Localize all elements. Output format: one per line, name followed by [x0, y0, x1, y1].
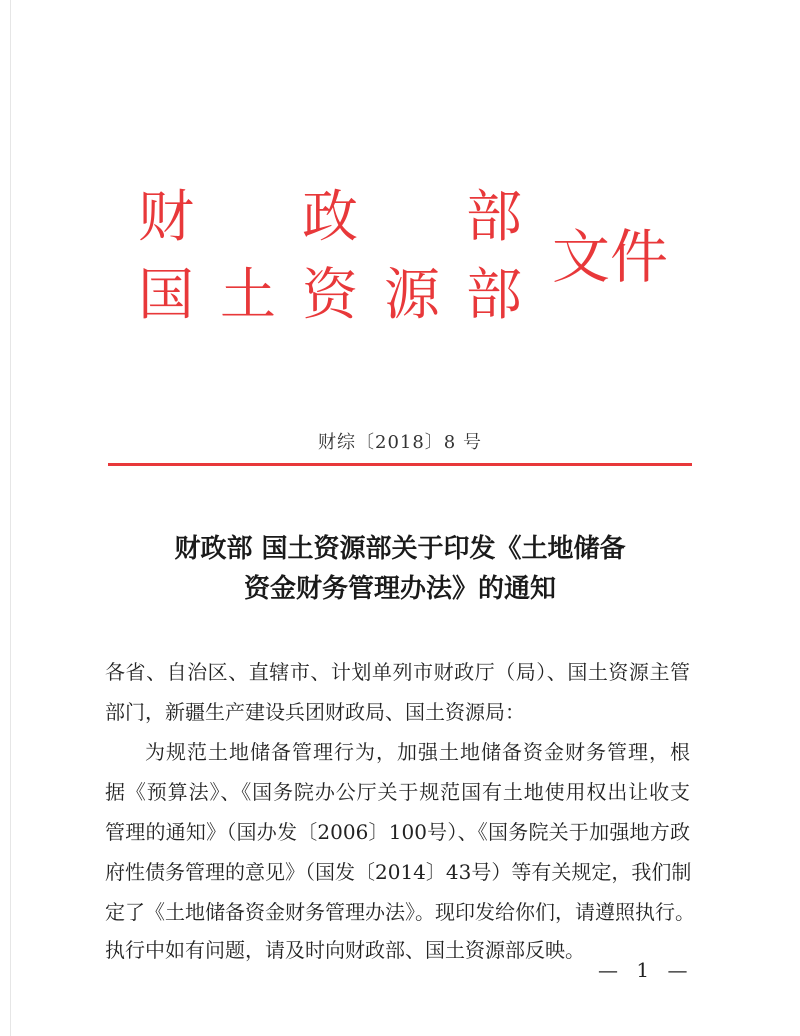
issuer-char: 源: [384, 263, 440, 328]
document-number: 财综〔2018〕8 号: [318, 432, 482, 453]
body-line: 部门，新疆生产建设兵团财政局、国土资源局：: [105, 700, 525, 724]
body-line: 执行中如有问题，请及时向财政部、国土资源部反映。: [105, 938, 585, 962]
body-line: 各省、自治区、直辖市、计划单列市财政厅（局）、国土资源主管: [105, 660, 690, 684]
title-line-1: 财政部 国土资源部关于印发《土地储备: [174, 534, 626, 564]
body-line: 府性债务管理的意见》（国发〔2014〕43号）等有关规定，我们制: [105, 860, 692, 884]
body-line: 据《预算法》、《国务院办公厅关于规范国有土地使用权出让收支: [105, 780, 690, 804]
issuer-line-2: [138, 263, 522, 328]
issuer-char: 政: [302, 185, 358, 250]
body-line: 为规范土地储备管理行为，加强土地储备资金财务管理，根: [145, 740, 690, 764]
issuer-char: 土: [220, 263, 276, 328]
issuer-char: 资: [302, 263, 358, 328]
body-line: 管理的通知》（国办发〔2006〕100号）、《国务院关于加强地方政: [105, 820, 690, 844]
body-line: 定了《土地储备资金财务管理办法》。现印发给你们，请遵照执行。: [105, 900, 695, 924]
issuer-char: 财: [138, 185, 194, 250]
red-divider: [108, 463, 692, 466]
title-line-2: 资金财务管理办法》的通知: [243, 574, 556, 604]
document-type: 文件: [552, 223, 669, 291]
issuer-char: 部: [466, 263, 522, 328]
issuer-char: 部: [466, 185, 522, 250]
page-number: — 1 —: [598, 958, 694, 982]
issuer-line-1: [138, 185, 522, 250]
scan-edge: [10, 0, 11, 1036]
issuer-char: 国: [138, 263, 194, 328]
